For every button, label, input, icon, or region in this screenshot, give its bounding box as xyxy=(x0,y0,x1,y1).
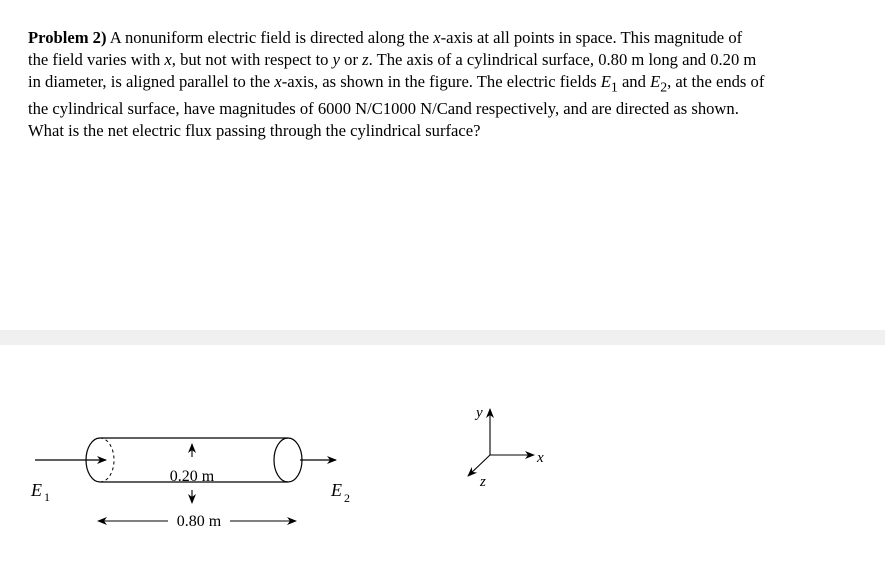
var-e2: E xyxy=(650,72,661,91)
var-x: x xyxy=(274,72,282,91)
e2-label: E xyxy=(331,480,342,500)
problem-line-4: the cylindrical surface, have magnitudes of 6000 N/C1000 N/Cand respectively, and are directed as shown. xyxy=(28,99,739,119)
problem-line-3 xyxy=(28,71,848,98)
problem-label: Problem 2) xyxy=(28,28,107,47)
problem-text: and xyxy=(617,72,651,91)
var-x: x xyxy=(164,50,172,69)
var-y: y xyxy=(332,50,340,69)
problem-text: -axis, as shown in the figure. The electric fields xyxy=(281,72,601,91)
subscript-1: 1 xyxy=(610,79,618,95)
problem-text: in diameter, is aligned parallel to the xyxy=(28,72,275,91)
problem-text: A nonuniform electric field is directed along the xyxy=(106,28,434,47)
problem-text: -axis at all points in space. This magnitude of xyxy=(440,28,743,47)
problem-statement xyxy=(28,27,848,142)
problem-text: , but not with respect to xyxy=(171,50,333,69)
problem-line-1 xyxy=(28,27,848,49)
e1-subscript: 1 xyxy=(44,490,50,504)
problem-text: the field varies with xyxy=(28,50,165,69)
length-label: 0.80 m xyxy=(176,513,222,530)
problem-text: or xyxy=(340,50,363,69)
problem-text: . The axis of a cylindrical surface, 0.80 m long and 0.20 m xyxy=(368,50,757,69)
right-end xyxy=(274,438,302,482)
x-axis-label: x xyxy=(537,450,544,466)
problem-line-5: What is the net electric flux passing through the cylindrical surface? xyxy=(28,121,481,141)
z-axis xyxy=(468,455,490,476)
subscript-2: 2 xyxy=(660,79,668,95)
y-axis-label: y xyxy=(476,405,483,421)
cylinder-figure xyxy=(0,345,885,561)
problem-text: , at the ends of xyxy=(667,72,765,91)
var-x: x xyxy=(433,28,441,47)
var-e1: E xyxy=(600,72,611,91)
diameter-label: 0.20 m xyxy=(169,468,215,485)
var-z: z xyxy=(362,50,369,69)
section-divider xyxy=(0,330,885,345)
problem-line-2 xyxy=(28,49,848,71)
e2-subscript: 2 xyxy=(344,491,350,505)
z-axis-label: z xyxy=(480,474,486,490)
e1-label: E xyxy=(31,480,42,500)
